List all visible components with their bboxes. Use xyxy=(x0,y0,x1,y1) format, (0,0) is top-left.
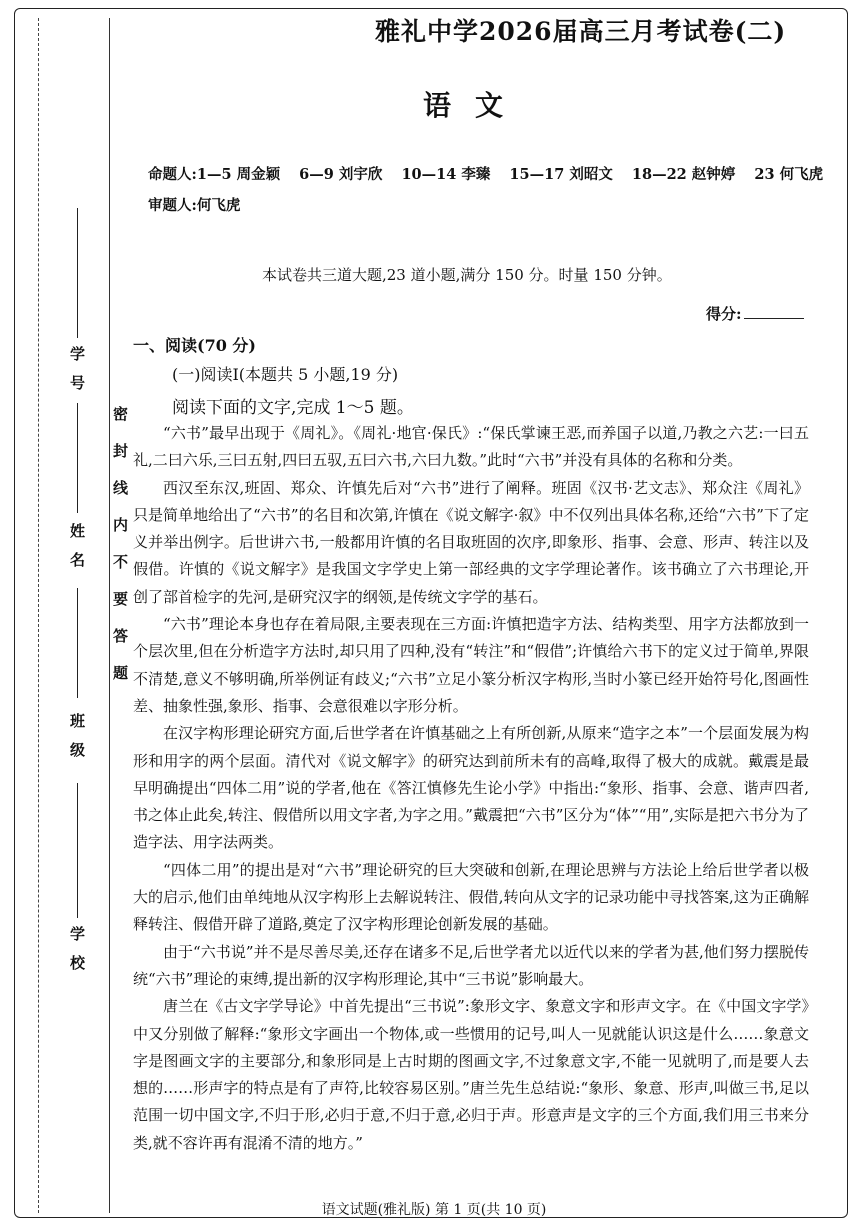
student-id-label: 学号 xyxy=(68,346,86,404)
passage-paragraph: 唐兰在《古文字学导论》中首先提出“三书说”:象形文字、象意文字和形声文字。在《中国文字学》中又分别做了解释:“象形文字画出一个物体,或一些惯用的记号,叫人一见就能认识这是什么……象意文字是图画文字的主要部分,和象形同是上古时期的图画文字,不过象意文字,不能一见就明了,而是要人去想的……形声字的特点是有了声符,比较容易区别。”唐兰先生总结说:“象形、象意、形声,叫做三书,足以范围一切中国文字,不归于形,必归于意,不归于意,必归于声。形意声是文字的三个方面,我们用三书来分类,就不容许再有混淆不清的地方。” xyxy=(133,997,809,1152)
author-item: 6—9 刘宇欣 xyxy=(299,166,383,183)
passage-paragraph: “六书”最早出现于《周礼》。《周礼·地官·保氏》:“保氏掌谏王恶,而养国子以道,乃教之六艺:一曰五礼,二曰六乐,三曰五射,四曰五驭,五曰六书,六曰九数。”此时“六书”并没有具体的名称和分类。 xyxy=(133,424,809,470)
class-line xyxy=(77,588,78,698)
authors-line xyxy=(148,163,837,184)
reviewer-line: 审题人:何飞虎 xyxy=(148,197,241,214)
passage-paragraph: “四体二用”的提出是对“六书”理论研究的巨大突破和创新,在理论思辨与方法论上给后世学者以极大的启示,他们由单纯地从汉字构形上去解说转注、假借,转向从文字的记录功能中寻找答案,这为正确解释转注、假借开辟了道路,奠定了汉字构形理论创新发展的基础。 xyxy=(133,860,809,934)
subsection-title: (一)阅读Ⅰ(本题共 5 小题,19 分) xyxy=(172,365,399,384)
authors-prefix: 命题人: xyxy=(148,166,197,183)
exam-title: 雅礼中学2026届高三月考试卷(二) xyxy=(375,17,787,46)
author-item: 10—14 李臻 xyxy=(401,166,491,183)
page-footer: 语文试题(雅礼版) 第 1 页(共 10 页) xyxy=(321,1202,547,1218)
school-label: 学校 xyxy=(68,926,86,984)
class-label: 班级 xyxy=(68,713,86,771)
author-item: 23 何飞虎 xyxy=(754,166,824,183)
reading-instruction: 阅读下面的文字,完成 1～5 题。 xyxy=(172,398,414,418)
binding-margin xyxy=(14,8,129,1218)
passage-paragraph: “六书”理论本身也存在着局限,主要表现在三方面:许慎把造字方法、结构类型、用字方法都放到一个层次里,但在分析造字方法时,却只用了四种,没有“转注”和“假借”;许慎给六书下的定义过于简单,界限不清楚,意义不够明确,所举例证有歧义;“六书”立足小篆分析汉字构形,当时小篆已经开始符号化,图画性差、抽象性强,象形、指事、会意很难以字形分析。 xyxy=(133,615,809,715)
school-line xyxy=(77,783,78,918)
author-item: 1—5 周金颖 xyxy=(196,166,281,183)
name-label: 姓名 xyxy=(68,523,86,581)
passage-paragraph: 在汉字构形理论研究方面,后世学者在许慎基础之上有所创新,从原来“造字之本”一个层面发展为构形和用字的两个层面。清代对《说文解字》的研究达到前所未有的高峰,取得了极大的成就。戴震是最早明确提出“四体二用”说的学者,他在《答江慎修先生论小学》中指出:“象形、指事、会意、谐声四者,书之体止此矣,转注、假借所以用文字者,为字之用。”戴震把“六书”区分为“体”“用”,实际是把六书分为了造字法、用字法两类。 xyxy=(133,724,809,852)
name-line xyxy=(77,403,78,513)
subject-title: 语文 xyxy=(423,89,528,122)
section-title: 一、阅读(70 分) xyxy=(133,336,256,355)
reading-passage xyxy=(133,420,809,1157)
author-item: 15—17 刘昭文 xyxy=(509,166,613,183)
student-id-line xyxy=(77,208,78,338)
cut-line xyxy=(38,18,39,1213)
author-item: 18—22 赵钟婷 xyxy=(631,166,736,183)
exam-notice: 本试卷共三道大题,23 道小题,满分 150 分。时量 150 分钟。 xyxy=(262,266,672,284)
score-blank[interactable] xyxy=(744,304,804,319)
passage-paragraph: 由于“六书说”并不是尽善尽美,还存在诸多不足,后世学者尤以近代以来的学者为甚,他们努力摆脱传统“六书”理论的束缚,提出新的汉字构形理论,其中“三书说”影响最大。 xyxy=(133,942,809,988)
seal-notice: 密封线内不要答题 xyxy=(111,406,129,702)
passage-paragraph: 西汉至东汉,班固、郑众、许慎先后对“六书”进行了阐释。班固《汉书·艺文志》、郑众注《周礼》只是简单地给出了“六书”的名目和次第,许慎在《说文解字·叙》中不仅列出具体名称,还给“六书”下了定义并举出例字。后世讲六书,一般都用许慎的名目取班固的次序,即象形、指事、会意、形声、转注以及假借。许慎的《说文解字》是我国文字学史上第一部经典的文字学理论著作。该书确立了六书理论,开创了部首检字的先河,是研究汉字的纲领,是传统文字学的基石。 xyxy=(133,478,809,606)
score-field xyxy=(706,303,804,324)
score-label: 得分: xyxy=(706,305,742,323)
